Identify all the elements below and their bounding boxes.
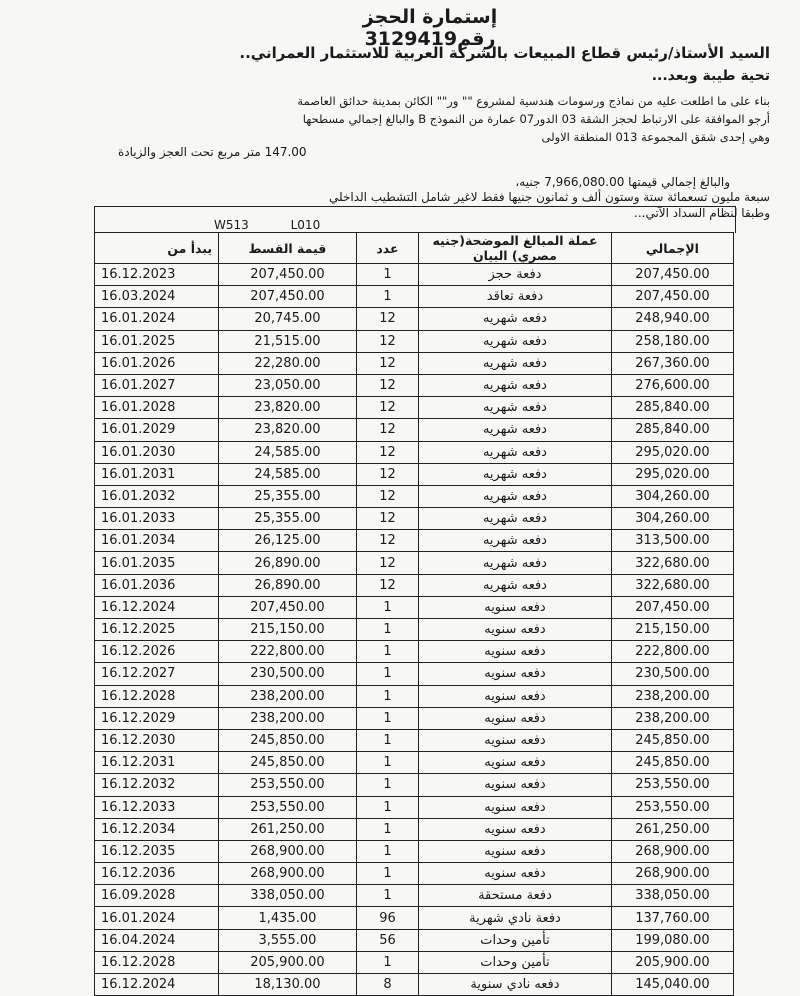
- total-words-line: سبعة مليون تسعمائة ستة وستون ألف و ثمانون جنيها فقط لاغير شامل التشطيب الداخلي: [328, 190, 770, 204]
- cell-start-date: 16.01.2025: [95, 330, 219, 352]
- cell-installment-value: 18,130.00: [219, 974, 357, 996]
- cell-description: دفعه شهريه: [419, 419, 612, 441]
- cell-installment-value: 23,820.00: [219, 419, 357, 441]
- cell-start-date: 16.12.2029: [95, 707, 219, 729]
- cell-total: 207,450.00: [611, 596, 733, 618]
- cell-description: دفعه شهريه: [419, 441, 612, 463]
- cell-description: دفعه شهريه: [419, 374, 612, 396]
- payment-plan-line: وطبقا لنظام السداد الآتي...: [634, 206, 770, 220]
- body-line-2: أرجو الموافقة على الارتباط لحجز الشقة 03 الدور07 عمارة من النموذج B والبالغ إجمالي مسطحها: [302, 112, 770, 126]
- cell-total: 248,940.00: [611, 308, 733, 330]
- cell-start-date: 16.01.2032: [95, 485, 219, 507]
- cell-description: دفعه سنويه: [419, 774, 612, 796]
- cell-total: 205,900.00: [611, 951, 733, 973]
- cell-count: 12: [356, 397, 418, 419]
- cell-installment-value: 26,125.00: [219, 530, 357, 552]
- table-row: [95, 463, 734, 485]
- cell-installment-value: 253,550.00: [219, 796, 357, 818]
- cell-installment-value: 22,280.00: [219, 352, 357, 374]
- cell-installment-value: 23,050.00: [219, 374, 357, 396]
- table-row: [95, 596, 734, 618]
- cell-count: 1: [356, 707, 418, 729]
- cell-installment-value: 1,435.00: [219, 907, 357, 929]
- cell-count: 12: [356, 485, 418, 507]
- cell-installment-value: 215,150.00: [219, 619, 357, 641]
- table-row: [95, 264, 734, 286]
- table-row: [95, 330, 734, 352]
- cell-start-date: 16.12.2024: [95, 596, 219, 618]
- cell-total: 295,020.00: [611, 463, 733, 485]
- cell-installment-value: 238,200.00: [219, 707, 357, 729]
- table-row: [95, 308, 734, 330]
- cell-installment-value: 25,355.00: [219, 485, 357, 507]
- cell-total: 322,680.00: [611, 552, 733, 574]
- cell-count: 12: [356, 463, 418, 485]
- cell-count: 12: [356, 574, 418, 596]
- cell-start-date: 16.12.2035: [95, 840, 219, 862]
- cell-start-date: 16.01.2031: [95, 463, 219, 485]
- cell-count: 1: [356, 840, 418, 862]
- cell-installment-value: 238,200.00: [219, 685, 357, 707]
- table-top-band: [94, 206, 736, 233]
- cell-start-date: 16.12.2032: [95, 774, 219, 796]
- cell-start-date: 16.01.2027: [95, 374, 219, 396]
- cell-start-date: 16.12.2024: [95, 974, 219, 996]
- cell-total: 304,260.00: [611, 485, 733, 507]
- cell-count: 1: [356, 286, 418, 308]
- cell-start-date: 16.01.2035: [95, 552, 219, 574]
- cell-description: دفعه سنويه: [419, 818, 612, 840]
- cell-count: 1: [356, 663, 418, 685]
- cell-description: دفعه شهريه: [419, 508, 612, 530]
- cell-start-date: 16.03.2024: [95, 286, 219, 308]
- table-row: [95, 419, 734, 441]
- cell-start-date: 16.01.2033: [95, 508, 219, 530]
- cell-total: 199,080.00: [611, 929, 733, 951]
- cell-description: دفعة حجز: [419, 264, 612, 286]
- area-text: 147.00 متر مربع تحت العجز والزيادة: [118, 145, 307, 159]
- table-row: [95, 707, 734, 729]
- header-total: الإجمالي: [611, 233, 733, 264]
- cell-installment-value: 268,900.00: [219, 863, 357, 885]
- table-row: [95, 552, 734, 574]
- table-row: [95, 685, 734, 707]
- table-row: [95, 796, 734, 818]
- cell-count: 1: [356, 951, 418, 973]
- cell-description: دفعه شهريه: [419, 463, 612, 485]
- cell-start-date: 16.12.2023: [95, 264, 219, 286]
- table-row: [95, 619, 734, 641]
- cell-count: 1: [356, 264, 418, 286]
- unit-codes: [214, 218, 358, 232]
- cell-description: دفعه شهريه: [419, 308, 612, 330]
- cell-total: 207,450.00: [611, 286, 733, 308]
- cell-total: 230,500.00: [611, 663, 733, 685]
- cell-description: تأمين وحدات: [419, 929, 612, 951]
- table-row: [95, 397, 734, 419]
- cell-installment-value: 25,355.00: [219, 508, 357, 530]
- cell-start-date: 16.01.2024: [95, 308, 219, 330]
- table-row: [95, 774, 734, 796]
- cell-start-date: 16.12.2030: [95, 729, 219, 751]
- cell-total: 238,200.00: [611, 707, 733, 729]
- cell-start-date: 16.01.2029: [95, 419, 219, 441]
- cell-description: دفعه سنويه: [419, 619, 612, 641]
- cell-description: دفعه شهريه: [419, 397, 612, 419]
- cell-start-date: 16.09.2028: [95, 885, 219, 907]
- cell-start-date: 16.01.2034: [95, 530, 219, 552]
- address-line: السيد الأستاذ/رئيس قطاع المبيعات بالشركة العربية للاستثمار العمراني..: [239, 44, 770, 62]
- header-installment-value: قيمة القسط: [219, 233, 357, 264]
- cell-count: 12: [356, 308, 418, 330]
- greeting: تحية طيبة وبعد...: [651, 68, 770, 84]
- cell-description: دفعه شهريه: [419, 574, 612, 596]
- cell-total: 137,760.00: [611, 907, 733, 929]
- cell-count: 12: [356, 352, 418, 374]
- table-row: [95, 907, 734, 929]
- cell-installment-value: 338,050.00: [219, 885, 357, 907]
- cell-description: دفعه سنويه: [419, 729, 612, 751]
- table-row: [95, 286, 734, 308]
- cell-count: 1: [356, 796, 418, 818]
- cell-start-date: 16.12.2033: [95, 796, 219, 818]
- cell-start-date: 16.12.2031: [95, 752, 219, 774]
- table-row: [95, 818, 734, 840]
- table-row: [95, 752, 734, 774]
- cell-start-date: 16.01.2024: [95, 907, 219, 929]
- cell-count: 12: [356, 374, 418, 396]
- form-title: إستمارة الحجز رقم3129419: [362, 6, 498, 50]
- cell-installment-value: 26,890.00: [219, 574, 357, 596]
- header-count: عدد: [356, 233, 418, 264]
- cell-total: 267,360.00: [611, 352, 733, 374]
- cell-count: 12: [356, 330, 418, 352]
- cell-installment-value: 26,890.00: [219, 552, 357, 574]
- cell-start-date: 16.04.2024: [95, 929, 219, 951]
- cell-total: 338,050.00: [611, 885, 733, 907]
- cell-count: 12: [356, 419, 418, 441]
- table-row: [95, 840, 734, 862]
- cell-start-date: 16.01.2036: [95, 574, 219, 596]
- code-2: L010: [290, 218, 321, 232]
- cell-installment-value: 24,585.00: [219, 463, 357, 485]
- body-line-1: بناء على ما اطلعت عليه من نماذج ورسومات هندسية لمشروع "" ور"" الكائن بمدينة حدائق العاصمة: [297, 94, 770, 108]
- cell-description: دفعه شهريه: [419, 352, 612, 374]
- cell-total: 145,040.00: [611, 974, 733, 996]
- table-row: [95, 641, 734, 663]
- cell-description: دفعه سنويه: [419, 663, 612, 685]
- cell-count: 1: [356, 818, 418, 840]
- cell-total: 313,500.00: [611, 530, 733, 552]
- table-row: [95, 574, 734, 596]
- cell-count: 12: [356, 530, 418, 552]
- table-row: [95, 530, 734, 552]
- cell-description: دفعه شهريه: [419, 485, 612, 507]
- cell-description: دفعه شهريه: [419, 530, 612, 552]
- cell-start-date: 16.12.2025: [95, 619, 219, 641]
- cell-start-date: 16.12.2028: [95, 951, 219, 973]
- table-row: [95, 974, 734, 996]
- cell-installment-value: 207,450.00: [219, 286, 357, 308]
- cell-count: 56: [356, 929, 418, 951]
- cell-start-date: 16.12.2034: [95, 818, 219, 840]
- cell-description: دفعه نادي سنوية: [419, 974, 612, 996]
- cell-total: 285,840.00: [611, 419, 733, 441]
- cell-total: 295,020.00: [611, 441, 733, 463]
- header-start-date: يبدأ من: [95, 233, 219, 264]
- cell-installment-value: 205,900.00: [219, 951, 357, 973]
- table-row: [95, 863, 734, 885]
- cell-count: 1: [356, 641, 418, 663]
- cell-count: 1: [356, 619, 418, 641]
- header-description: عملة المبالغ الموضحة(جنيه مصري) البيان: [419, 233, 612, 264]
- cell-total: 268,900.00: [611, 863, 733, 885]
- cell-start-date: 16.01.2026: [95, 352, 219, 374]
- cell-total: 258,180.00: [611, 330, 733, 352]
- cell-description: دفعه سنويه: [419, 685, 612, 707]
- payment-schedule-table: [94, 232, 734, 996]
- cell-description: دفعه سنويه: [419, 641, 612, 663]
- cell-installment-value: 253,550.00: [219, 774, 357, 796]
- cell-installment-value: 207,450.00: [219, 596, 357, 618]
- cell-start-date: 16.12.2026: [95, 641, 219, 663]
- cell-total: 253,550.00: [611, 796, 733, 818]
- table-header-row: [95, 233, 734, 264]
- cell-installment-value: 207,450.00: [219, 264, 357, 286]
- cell-start-date: 16.01.2028: [95, 397, 219, 419]
- cell-count: 12: [356, 508, 418, 530]
- cell-count: 12: [356, 552, 418, 574]
- cell-count: 8: [356, 974, 418, 996]
- cell-total: 304,260.00: [611, 508, 733, 530]
- cell-count: 1: [356, 752, 418, 774]
- cell-count: 1: [356, 596, 418, 618]
- total-price-line: والبالغ إجمالي قيمتها 7,966,080.00 جنيه،: [515, 175, 730, 189]
- table-row: [95, 441, 734, 463]
- cell-total: 253,550.00: [611, 774, 733, 796]
- cell-installment-value: 230,500.00: [219, 663, 357, 685]
- table-row: [95, 929, 734, 951]
- cell-installment-value: 24,585.00: [219, 441, 357, 463]
- code-1: W513: [214, 218, 249, 232]
- cell-description: دفعه سنويه: [419, 840, 612, 862]
- cell-count: 12: [356, 441, 418, 463]
- cell-total: 238,200.00: [611, 685, 733, 707]
- cell-description: دفعه شهريه: [419, 552, 612, 574]
- cell-description: دفعه سنويه: [419, 863, 612, 885]
- cell-description: دفعة تعاقد: [419, 286, 612, 308]
- cell-total: 322,680.00: [611, 574, 733, 596]
- cell-count: 1: [356, 885, 418, 907]
- table-row: [95, 663, 734, 685]
- cell-installment-value: 245,850.00: [219, 729, 357, 751]
- table-row: [95, 729, 734, 751]
- cell-total: 215,150.00: [611, 619, 733, 641]
- cell-installment-value: 222,800.00: [219, 641, 357, 663]
- table-row: [95, 374, 734, 396]
- cell-description: دفعه شهريه: [419, 330, 612, 352]
- cell-total: 222,800.00: [611, 641, 733, 663]
- cell-installment-value: 261,250.00: [219, 818, 357, 840]
- cell-description: دفعة مستحقة: [419, 885, 612, 907]
- cell-total: 268,900.00: [611, 840, 733, 862]
- cell-total: 245,850.00: [611, 752, 733, 774]
- cell-installment-value: 245,850.00: [219, 752, 357, 774]
- cell-start-date: 16.12.2028: [95, 685, 219, 707]
- cell-description: دفعه سنويه: [419, 796, 612, 818]
- table-row: [95, 485, 734, 507]
- cell-installment-value: 23,820.00: [219, 397, 357, 419]
- table-row: [95, 951, 734, 973]
- cell-total: 245,850.00: [611, 729, 733, 751]
- cell-start-date: 16.12.2027: [95, 663, 219, 685]
- cell-total: 261,250.00: [611, 818, 733, 840]
- cell-total: 285,840.00: [611, 397, 733, 419]
- cell-total: 207,450.00: [611, 264, 733, 286]
- cell-installment-value: 20,745.00: [219, 308, 357, 330]
- cell-count: 1: [356, 685, 418, 707]
- table-row: [95, 885, 734, 907]
- cell-total: 276,600.00: [611, 374, 733, 396]
- table-row: [95, 508, 734, 530]
- cell-description: دفعه سنويه: [419, 752, 612, 774]
- cell-count: 96: [356, 907, 418, 929]
- cell-installment-value: 3,555.00: [219, 929, 357, 951]
- cell-count: 1: [356, 863, 418, 885]
- body-line-3: وهي إحدى شقق المجموعة 013 المنطقة الاولى: [541, 130, 770, 144]
- cell-count: 1: [356, 774, 418, 796]
- cell-description: دفعة نادي شهرية: [419, 907, 612, 929]
- cell-start-date: 16.12.2036: [95, 863, 219, 885]
- cell-description: دفعه سنويه: [419, 596, 612, 618]
- table-row: [95, 352, 734, 374]
- cell-description: دفعه سنويه: [419, 707, 612, 729]
- cell-start-date: 16.01.2030: [95, 441, 219, 463]
- cell-count: 1: [356, 729, 418, 751]
- cell-installment-value: 21,515.00: [219, 330, 357, 352]
- cell-installment-value: 268,900.00: [219, 840, 357, 862]
- cell-description: تأمين وحدات: [419, 951, 612, 973]
